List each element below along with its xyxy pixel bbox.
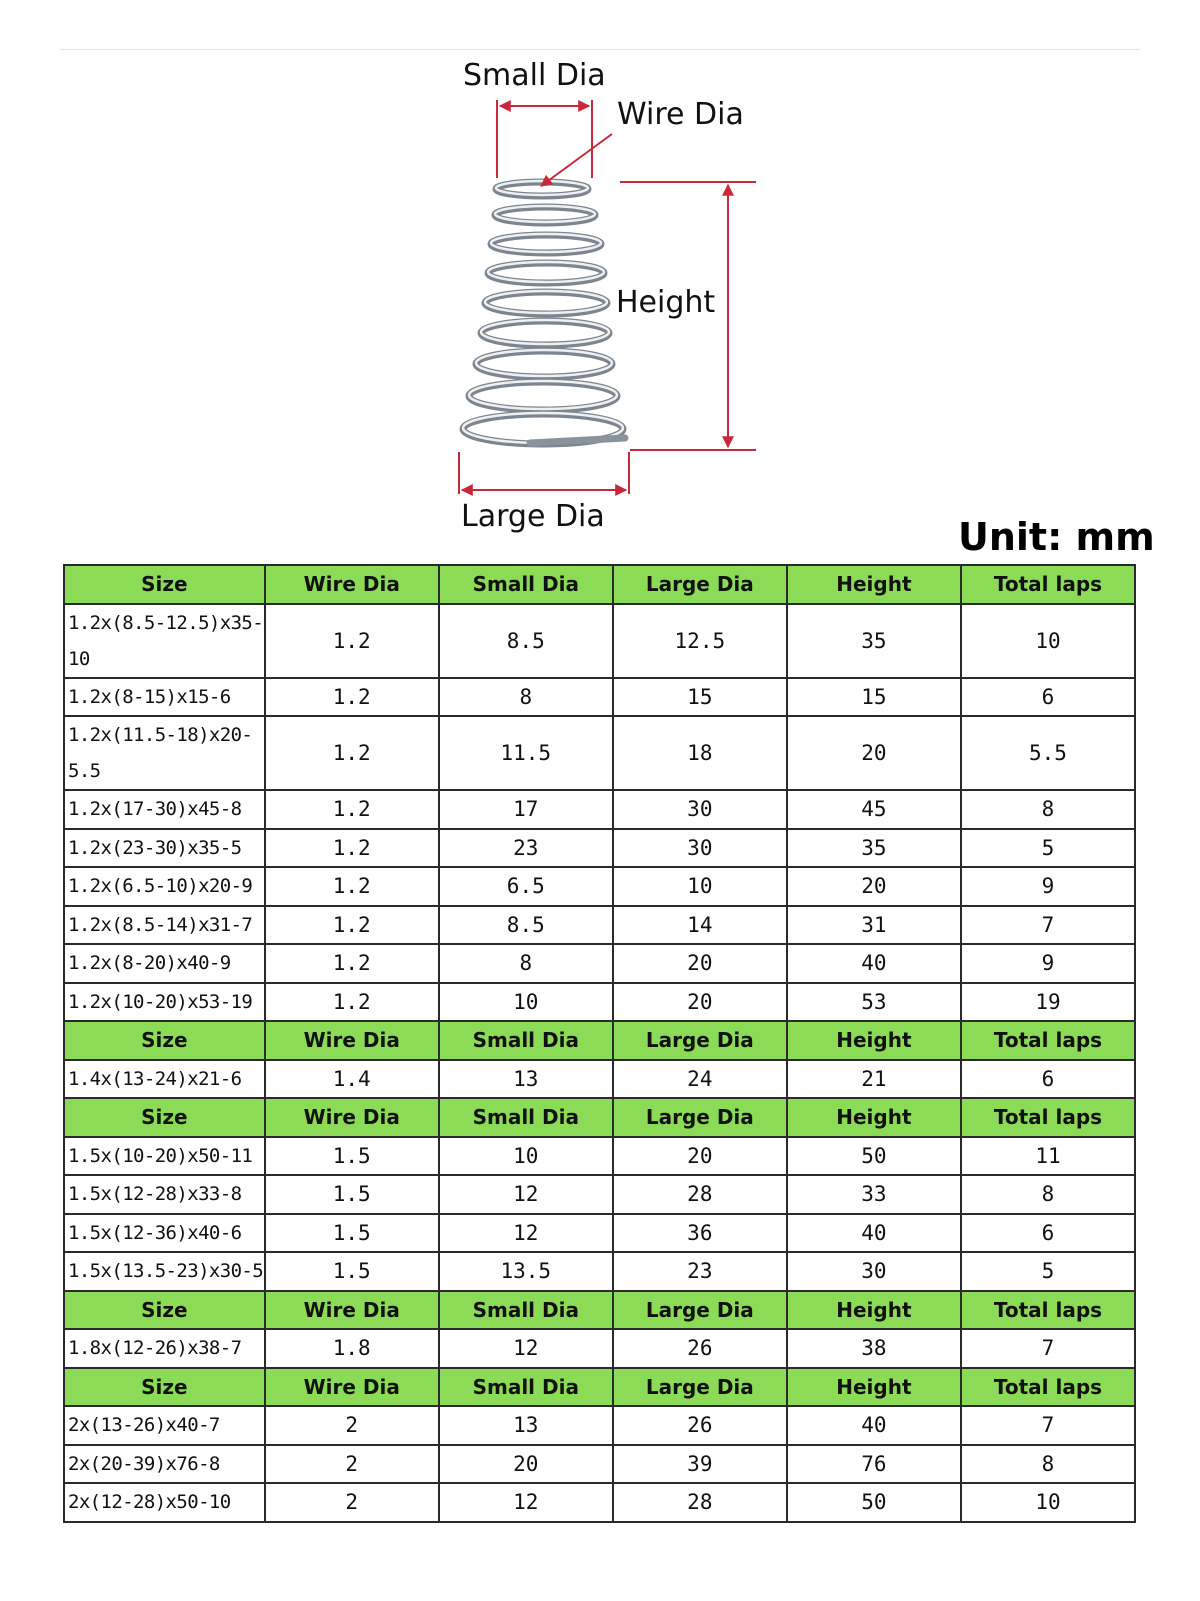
unit-label: Unit: mm xyxy=(958,515,1155,559)
table-header-row xyxy=(64,1368,1135,1407)
cell-wire-dia: 1.5 xyxy=(265,1252,439,1291)
cell-total-laps: 19 xyxy=(961,983,1135,1022)
cell-height: 40 xyxy=(787,944,961,983)
column-header-size: Size xyxy=(64,565,265,604)
cell-total-laps: 6 xyxy=(961,678,1135,717)
cell-large-dia: 39 xyxy=(613,1445,787,1484)
height-label: Height xyxy=(616,285,716,320)
cell-large-dia: 18 xyxy=(613,716,787,790)
cell-small-dia: 13 xyxy=(439,1060,613,1099)
cell-total-laps: 7 xyxy=(961,906,1135,945)
cell-size: 1.2x(10-20)x53-19 xyxy=(64,983,265,1022)
column-header-small-dia: Small Dia xyxy=(439,1368,613,1407)
spring-dimension-diagram xyxy=(0,0,1200,560)
cell-wire-dia: 1.5 xyxy=(265,1175,439,1214)
column-header-total-laps: Total laps xyxy=(961,1291,1135,1330)
cell-size: 1.2x(8-20)x40-9 xyxy=(64,944,265,983)
cell-wire-dia: 1.2 xyxy=(265,678,439,717)
cell-size: 2x(12-28)x50-10 xyxy=(64,1483,265,1522)
cell-height: 33 xyxy=(787,1175,961,1214)
cell-large-dia: 20 xyxy=(613,944,787,983)
cell-size: 2x(13-26)x40-7 xyxy=(64,1406,265,1445)
cell-large-dia: 26 xyxy=(613,1406,787,1445)
column-header-small-dia: Small Dia xyxy=(439,565,613,604)
large-dia-label: Large Dia xyxy=(461,499,605,534)
column-header-large-dia: Large Dia xyxy=(613,1368,787,1407)
cell-small-dia: 13.5 xyxy=(439,1252,613,1291)
cell-small-dia: 8 xyxy=(439,678,613,717)
cell-total-laps: 9 xyxy=(961,867,1135,906)
cell-height: 40 xyxy=(787,1214,961,1253)
cell-large-dia: 15 xyxy=(613,678,787,717)
cell-large-dia: 10 xyxy=(613,867,787,906)
cell-small-dia: 17 xyxy=(439,790,613,829)
column-header-large-dia: Large Dia xyxy=(613,1021,787,1060)
cell-height: 35 xyxy=(787,829,961,868)
table-row xyxy=(64,1252,1135,1291)
spring-spec-table-body xyxy=(64,565,1135,1522)
column-header-total-laps: Total laps xyxy=(961,1098,1135,1137)
cell-large-dia: 26 xyxy=(613,1329,787,1368)
table-row xyxy=(64,1483,1135,1522)
table-row xyxy=(64,944,1135,983)
cell-size: 2x(20-39)x76-8 xyxy=(64,1445,265,1484)
cell-wire-dia: 1.2 xyxy=(265,829,439,868)
cell-size: 1.5x(12-36)x40-6 xyxy=(64,1214,265,1253)
column-header-height: Height xyxy=(787,1021,961,1060)
column-header-large-dia: Large Dia xyxy=(613,565,787,604)
cell-small-dia: 6.5 xyxy=(439,867,613,906)
cell-small-dia: 12 xyxy=(439,1329,613,1368)
cell-size: 1.5x(12-28)x33-8 xyxy=(64,1175,265,1214)
table-row xyxy=(64,867,1135,906)
cell-total-laps: 5 xyxy=(961,829,1135,868)
cell-large-dia: 28 xyxy=(613,1483,787,1522)
table-header-row xyxy=(64,565,1135,604)
cell-wire-dia: 1.2 xyxy=(265,944,439,983)
cell-wire-dia: 1.2 xyxy=(265,906,439,945)
cell-small-dia: 13 xyxy=(439,1406,613,1445)
cell-size: 1.2x(6.5-10)x20-9 xyxy=(64,867,265,906)
table-row xyxy=(64,829,1135,868)
cell-large-dia: 20 xyxy=(613,983,787,1022)
column-header-size: Size xyxy=(64,1368,265,1407)
cell-wire-dia: 1.2 xyxy=(265,867,439,906)
cell-total-laps: 11 xyxy=(961,1137,1135,1176)
cell-size: 1.2x(8-15)x15-6 xyxy=(64,678,265,717)
cell-size: 1.8x(12-26)x38-7 xyxy=(64,1329,265,1368)
column-header-small-dia: Small Dia xyxy=(439,1291,613,1330)
table-header-row xyxy=(64,1291,1135,1330)
table-row xyxy=(64,1060,1135,1099)
column-header-size: Size xyxy=(64,1021,265,1060)
table-header-row xyxy=(64,1098,1135,1137)
cell-wire-dia: 2 xyxy=(265,1406,439,1445)
cell-height: 76 xyxy=(787,1445,961,1484)
column-header-height: Height xyxy=(787,1368,961,1407)
column-header-large-dia: Large Dia xyxy=(613,1098,787,1137)
cell-small-dia: 8.5 xyxy=(439,604,613,678)
table-row xyxy=(64,716,1135,790)
cell-small-dia: 10 xyxy=(439,1137,613,1176)
table-row xyxy=(64,1175,1135,1214)
cell-size: 1.2x(11.5-18)x20-5.5 xyxy=(64,716,265,790)
cell-small-dia: 12 xyxy=(439,1175,613,1214)
cell-large-dia: 20 xyxy=(613,1137,787,1176)
cell-total-laps: 8 xyxy=(961,790,1135,829)
table-header-row xyxy=(64,1021,1135,1060)
column-header-total-laps: Total laps xyxy=(961,1368,1135,1407)
table-row xyxy=(64,906,1135,945)
table-row xyxy=(64,1406,1135,1445)
cell-height: 35 xyxy=(787,604,961,678)
cell-height: 53 xyxy=(787,983,961,1022)
cell-small-dia: 10 xyxy=(439,983,613,1022)
cell-wire-dia: 1.5 xyxy=(265,1214,439,1253)
table-row xyxy=(64,1214,1135,1253)
cell-small-dia: 8.5 xyxy=(439,906,613,945)
column-header-size: Size xyxy=(64,1098,265,1137)
cell-height: 50 xyxy=(787,1483,961,1522)
cell-wire-dia: 1.2 xyxy=(265,790,439,829)
cell-size: 1.2x(8.5-12.5)x35-10 xyxy=(64,604,265,678)
cell-total-laps: 10 xyxy=(961,1483,1135,1522)
column-header-small-dia: Small Dia xyxy=(439,1021,613,1060)
table-row xyxy=(64,1445,1135,1484)
cell-total-laps: 7 xyxy=(961,1406,1135,1445)
cell-size: 1.4x(13-24)x21-6 xyxy=(64,1060,265,1099)
cell-height: 50 xyxy=(787,1137,961,1176)
table-row xyxy=(64,983,1135,1022)
cell-total-laps: 7 xyxy=(961,1329,1135,1368)
cell-size: 1.2x(8.5-14)x31-7 xyxy=(64,906,265,945)
cell-large-dia: 28 xyxy=(613,1175,787,1214)
column-header-wire-dia: Wire Dia xyxy=(265,1098,439,1137)
table-row xyxy=(64,1329,1135,1368)
cell-total-laps: 5.5 xyxy=(961,716,1135,790)
cell-height: 20 xyxy=(787,867,961,906)
column-header-height: Height xyxy=(787,1098,961,1137)
column-header-height: Height xyxy=(787,565,961,604)
cell-size: 1.2x(17-30)x45-8 xyxy=(64,790,265,829)
cell-small-dia: 20 xyxy=(439,1445,613,1484)
cell-large-dia: 23 xyxy=(613,1252,787,1291)
cell-wire-dia: 1.2 xyxy=(265,716,439,790)
cell-wire-dia: 1.2 xyxy=(265,604,439,678)
cell-height: 38 xyxy=(787,1329,961,1368)
cell-wire-dia: 2 xyxy=(265,1483,439,1522)
cell-height: 31 xyxy=(787,906,961,945)
column-header-total-laps: Total laps xyxy=(961,1021,1135,1060)
cell-size: 1.2x(23-30)x35-5 xyxy=(64,829,265,868)
column-header-small-dia: Small Dia xyxy=(439,1098,613,1137)
column-header-total-laps: Total laps xyxy=(961,565,1135,604)
cell-small-dia: 12 xyxy=(439,1214,613,1253)
cell-wire-dia: 2 xyxy=(265,1445,439,1484)
cell-small-dia: 11.5 xyxy=(439,716,613,790)
cell-large-dia: 30 xyxy=(613,829,787,868)
column-header-wire-dia: Wire Dia xyxy=(265,565,439,604)
cell-height: 15 xyxy=(787,678,961,717)
spring-spec-table xyxy=(63,564,1136,1523)
column-header-wire-dia: Wire Dia xyxy=(265,1368,439,1407)
cell-height: 40 xyxy=(787,1406,961,1445)
table-row xyxy=(64,790,1135,829)
cell-large-dia: 30 xyxy=(613,790,787,829)
column-header-size: Size xyxy=(64,1291,265,1330)
cell-large-dia: 24 xyxy=(613,1060,787,1099)
cell-small-dia: 23 xyxy=(439,829,613,868)
cell-height: 20 xyxy=(787,716,961,790)
cell-size: 1.5x(10-20)x50-11 xyxy=(64,1137,265,1176)
cell-wire-dia: 1.8 xyxy=(265,1329,439,1368)
wire-dia-label: Wire Dia xyxy=(617,97,744,132)
cell-large-dia: 14 xyxy=(613,906,787,945)
column-header-large-dia: Large Dia xyxy=(613,1291,787,1330)
cell-height: 21 xyxy=(787,1060,961,1099)
column-header-wire-dia: Wire Dia xyxy=(265,1291,439,1330)
cell-total-laps: 8 xyxy=(961,1175,1135,1214)
cell-total-laps: 6 xyxy=(961,1214,1135,1253)
cell-total-laps: 6 xyxy=(961,1060,1135,1099)
cell-size: 1.5x(13.5-23)x30-5 xyxy=(64,1252,265,1291)
column-header-height: Height xyxy=(787,1291,961,1330)
cell-small-dia: 8 xyxy=(439,944,613,983)
table-row xyxy=(64,1137,1135,1176)
cell-large-dia: 12.5 xyxy=(613,604,787,678)
cell-total-laps: 5 xyxy=(961,1252,1135,1291)
cell-height: 30 xyxy=(787,1252,961,1291)
cell-wire-dia: 1.5 xyxy=(265,1137,439,1176)
cell-total-laps: 9 xyxy=(961,944,1135,983)
table-row xyxy=(64,604,1135,678)
cell-large-dia: 36 xyxy=(613,1214,787,1253)
cell-height: 45 xyxy=(787,790,961,829)
cell-small-dia: 12 xyxy=(439,1483,613,1522)
small-dia-label: Small Dia xyxy=(463,58,606,93)
table-row xyxy=(64,678,1135,717)
cell-total-laps: 10 xyxy=(961,604,1135,678)
cell-total-laps: 8 xyxy=(961,1445,1135,1484)
spring-coils xyxy=(463,181,625,444)
column-header-wire-dia: Wire Dia xyxy=(265,1021,439,1060)
cell-wire-dia: 1.4 xyxy=(265,1060,439,1099)
cell-wire-dia: 1.2 xyxy=(265,983,439,1022)
